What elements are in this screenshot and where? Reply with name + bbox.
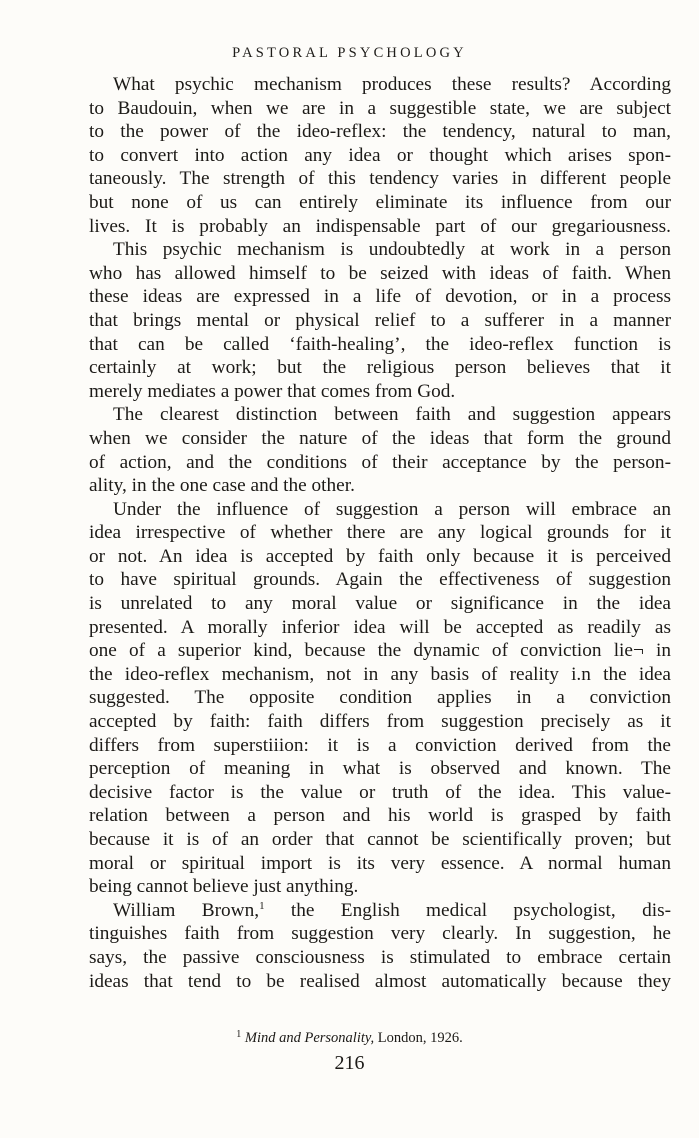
text-line: Under the influence of suggestion a person will embrace an bbox=[113, 498, 671, 520]
text-line: being cannot believe just anything. bbox=[89, 876, 359, 898]
text-line: is unrelated to any moral value or significance in the idea bbox=[89, 593, 671, 615]
text-run: William Brown, bbox=[113, 899, 260, 921]
text-line: relation between a person and his world is grasped by faith bbox=[89, 805, 671, 827]
text-line: but none of us can entirely eliminate its influence from our bbox=[89, 191, 671, 213]
text-line: idea irrespective of whether there are any logical grounds for it bbox=[89, 522, 671, 544]
text-line: to the power of the ideo-reflex: the tendency, natural to man, bbox=[89, 121, 671, 143]
footnote bbox=[0, 1028, 699, 1048]
text-run: the English medical psychologist, dis- bbox=[264, 899, 671, 921]
text-line: says, the passive consciousness is stimulated to embrace certain bbox=[89, 946, 671, 968]
page-number: 216 bbox=[334, 1052, 365, 1074]
text-line: who has allowed himself to be seized with ideas of faith. When bbox=[89, 262, 671, 284]
text-line: decisive factor is the value or truth of the idea. This value- bbox=[89, 781, 671, 803]
text-line: suggested. The opposite condition applies in a conviction bbox=[89, 687, 671, 709]
text-line: one of a superior kind, because the dynamic of conviction lie¬ in bbox=[89, 640, 671, 662]
text-line: to have spiritual grounds. Again the effectiveness of suggestion bbox=[89, 569, 671, 591]
text-line: that can be called ‘faith-healing’, the ideo-reflex function is bbox=[89, 333, 671, 355]
footnote-title: Mind and Personality, bbox=[244, 1030, 375, 1046]
running-head: PASTORAL PSYCHOLOGY bbox=[232, 45, 467, 61]
text-line bbox=[89, 899, 671, 923]
text-line: moral or spiritual import is its very essence. A normal human bbox=[89, 852, 671, 874]
text-line: to Baudouin, when we are in a suggestible state, we are subject bbox=[89, 97, 671, 119]
paragraph-1 bbox=[89, 73, 671, 238]
text-line: accepted by faith: faith differs from suggestion precisely as it bbox=[89, 711, 671, 733]
text-line: ality, in the one case and the other. bbox=[89, 475, 355, 497]
text-line: presented. A morally inferior idea will be accepted as readily as bbox=[89, 616, 671, 638]
body-text bbox=[89, 73, 671, 993]
footnote-reference: 1 bbox=[259, 899, 265, 912]
text-line: of action, and the conditions of their acceptance by the person- bbox=[89, 451, 671, 473]
footnote-details: London, 1926. bbox=[374, 1030, 463, 1046]
paragraph-3 bbox=[89, 403, 671, 497]
text-line: to convert into action any idea or thought which arises spon- bbox=[89, 144, 671, 166]
text-line: The clearest distinction between faith and suggestion appears bbox=[113, 404, 671, 426]
text-line: or not. An idea is accepted by faith only because it is perceived bbox=[89, 545, 671, 567]
text-line: merely mediates a power that comes from God. bbox=[89, 380, 456, 402]
text-line: the ideo-reflex mechanism, not in any basis of reality i.n the idea bbox=[89, 663, 671, 685]
text-line: because it is of an order that cannot be scientifically proven; but bbox=[89, 829, 671, 850]
text-line: certainly at work; but the religious person believes that it bbox=[89, 357, 671, 379]
text-line: lives. It is probably an indispensable part of our gregariousness. bbox=[89, 215, 671, 237]
footnote-marker: 1 bbox=[236, 1029, 242, 1040]
text-line: ideas that tend to be realised almost automatically because they bbox=[89, 970, 671, 992]
paragraph-2 bbox=[89, 238, 671, 403]
text-line: What psychic mechanism produces these results? According bbox=[113, 74, 671, 95]
text-line: these ideas are expressed in a life of devotion, or in a process bbox=[89, 286, 671, 308]
paragraph-5 bbox=[89, 899, 671, 993]
text-line: perception of meaning in what is observed and known. The bbox=[89, 758, 671, 780]
text-line: differs from superstiiion: it is a conviction derived from the bbox=[89, 734, 671, 756]
paragraph-4 bbox=[89, 498, 671, 899]
text-line: This psychic mechanism is undoubtedly at work in a person bbox=[113, 239, 671, 261]
text-line: that brings mental or physical relief to a sufferer in a manner bbox=[89, 309, 671, 331]
text-line: when we consider the nature of the ideas that form the ground bbox=[89, 427, 671, 449]
text-line: taneously. The strength of this tendency varies in different people bbox=[89, 168, 671, 190]
text-line: tinguishes faith from suggestion very clearly. In suggestion, he bbox=[89, 923, 671, 945]
